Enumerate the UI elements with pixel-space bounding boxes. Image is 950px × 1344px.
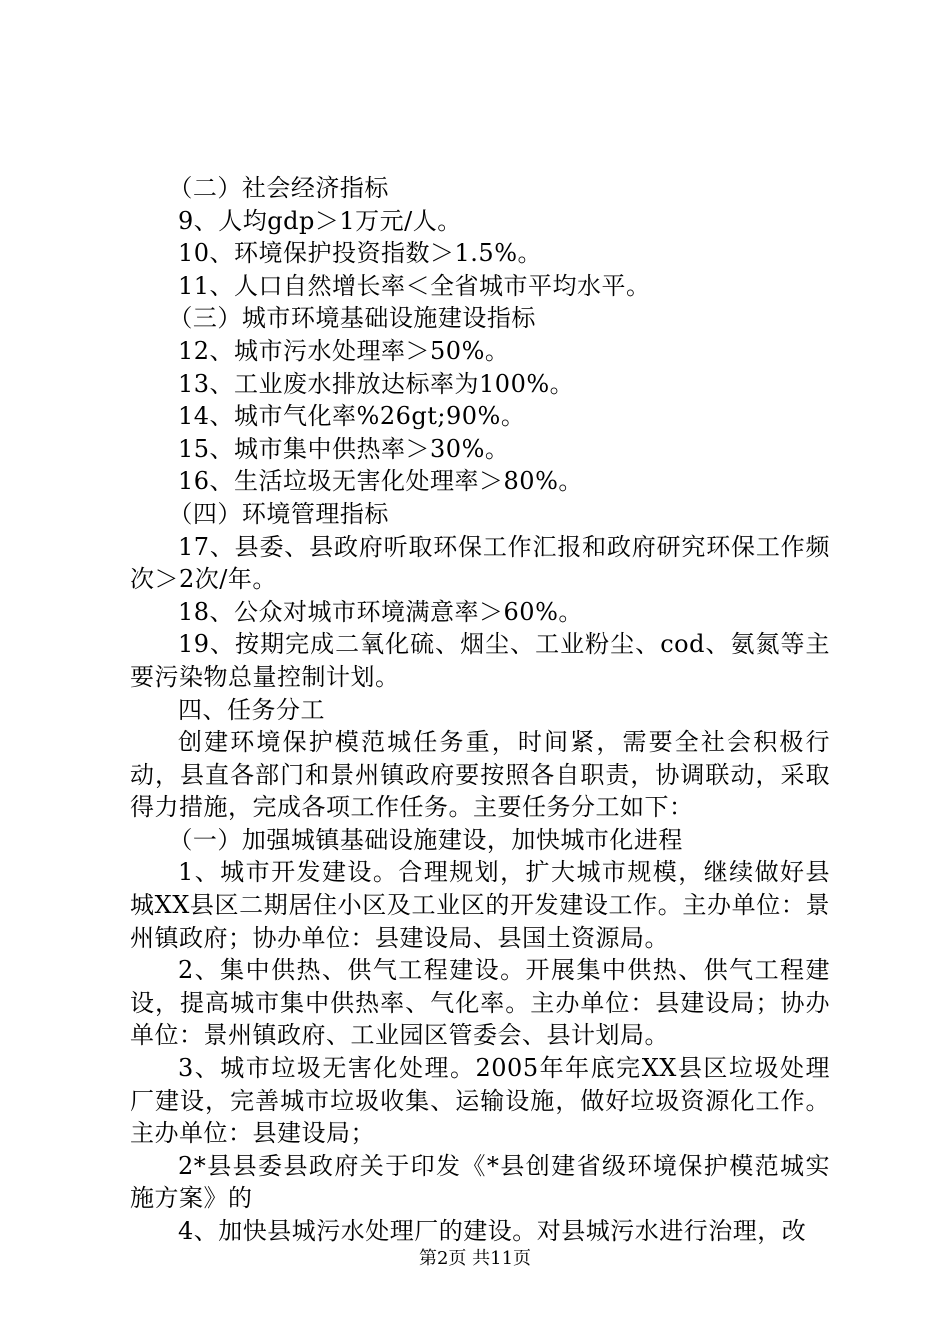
- paragraph: 9、人均gdp＞1万元/人。: [178, 206, 462, 235]
- section-heading: （一）加强城镇基础设施建设，加快城市化进程: [168, 825, 683, 854]
- paragraph: 14、城市气化率%26gt;90%。: [178, 402, 526, 431]
- document-body: [130, 172, 830, 1248]
- section-heading: （三）城市环境基础设施建设指标: [168, 304, 536, 333]
- paragraph: 16、生活垃圾无害化处理率＞80%。: [178, 467, 583, 496]
- paragraph: 15、城市集中供热率＞30%。: [178, 434, 510, 463]
- section-heading: （四）环境管理指标: [168, 499, 389, 528]
- paragraph: 13、工业废水排放达标率为100%。: [178, 369, 575, 398]
- paragraph: 12、城市污水处理率＞50%。: [178, 336, 510, 365]
- page-footer: [0, 1244, 950, 1270]
- paragraph: 4、加快县城污水处理厂的建设。对县城污水进行治理，改: [178, 1217, 807, 1245]
- paragraph: 17、县委、县政府听取环保工作汇报和政府研究环保工作频次＞2次/年。: [130, 532, 830, 594]
- paragraph: 创建环境保护模范城任务重，时间紧，需要全社会积极行动，县直各部门和景州镇政府要按照各自职责，协调联动，采取得力措施，完成各项工作任务。主要任务分工如下：: [130, 728, 830, 822]
- paragraph: 10、环境保护投资指数＞1.5%。: [178, 239, 543, 268]
- page-number-label: 第2页 共11页: [418, 1248, 532, 1269]
- paragraph: 11、人口自然增长率＜全省城市平均水平。: [178, 271, 651, 300]
- paragraph: 18、公众对城市环境满意率＞60%。: [178, 597, 583, 626]
- paragraph: 2、集中供热、供气工程建设。开展集中供热、供气工程建设，提高城市集中供热率、气化率。主办单位：县建设局；协办单位：景州镇政府、工业园区管委会、县计划局。: [130, 956, 830, 1050]
- paragraph: 3、城市垃圾无害化处理。2005年年底完XX县区垃圾处理厂建设，完善城市垃圾收集、运输设施，做好垃圾资源化工作。主办单位：县建设局；: [130, 1054, 830, 1148]
- paragraph: 2*县县委县政府关于印发《*县创建省级环境保护模范城实施方案》的: [130, 1151, 830, 1213]
- paragraph: 四、任务分工: [178, 695, 325, 724]
- paragraph: 19、按期完成二氧化硫、烟尘、工业粉尘、cod、氨氮等主要污染物总量控制计划。: [130, 630, 830, 691]
- paragraph: 1、城市开发建设。合理规划，扩大城市规模，继续做好县城XX县区二期居住小区及工业区的开发建设工作。主办单位：景州镇政府；协办单位：县建设局、县国土资源局。: [130, 858, 830, 952]
- section-heading: （二）社会经济指标: [168, 174, 389, 202]
